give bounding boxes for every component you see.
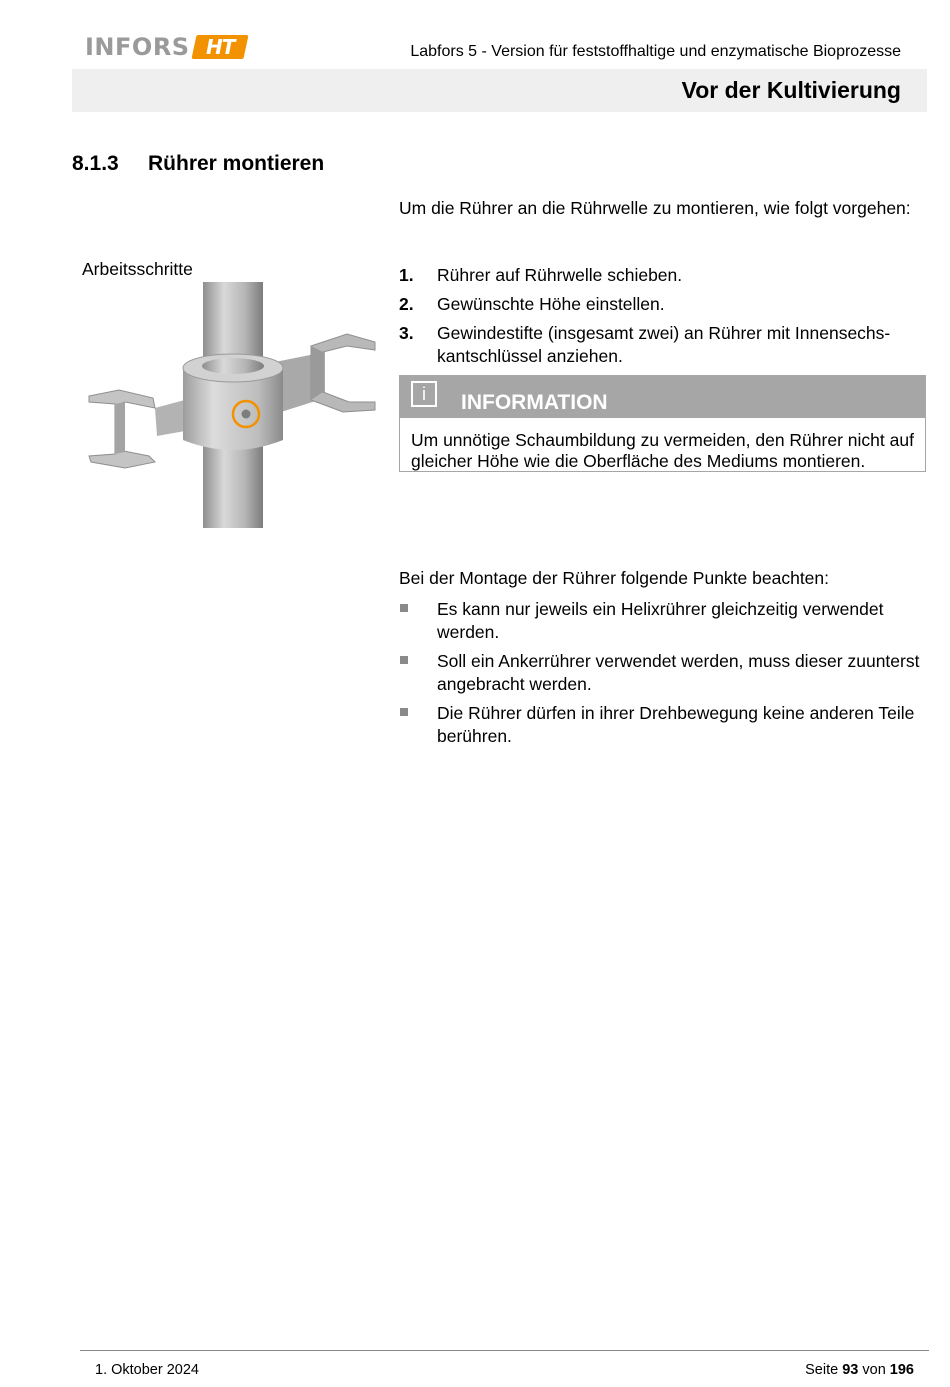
- step-text: Rührer auf Rührwelle schieben.: [437, 265, 683, 285]
- logo-badge: [191, 35, 248, 59]
- document-title: Labfors 5 - Version für feststoffhaltige und enzymatische Bioprozesse: [410, 43, 901, 60]
- square-bullet-icon: [399, 650, 437, 696]
- logo-wordmark: INFORS: [85, 33, 190, 61]
- logo-badge-text: HT: [205, 35, 234, 59]
- square-bullet-icon: [399, 702, 437, 748]
- step-text: Gewindestifte (insgesamt zwei) an Rührer mit Innensechs-kantschlüssel anziehen.: [437, 323, 891, 366]
- step-number: 1.: [399, 265, 414, 285]
- list-item: [399, 598, 929, 644]
- information-text: Um unnötige Schaumbildung zu vermeiden, den Rührer nicht auf gleicher Höhe wie die Oberfläche des Mediums montieren.: [411, 430, 914, 471]
- step-number: 3.: [399, 323, 414, 343]
- stirrer-hub: [183, 354, 283, 450]
- footer-date: 1. Oktober 2024: [95, 1362, 199, 1378]
- step-item: [399, 264, 929, 287]
- section-intro: Um die Rührer an die Rührwelle zu montieren, wie folgt vorgehen:: [399, 198, 911, 218]
- list-item-text: Die Rührer dürfen in ihrer Drehbewegung keine anderen Teile berühren.: [437, 703, 915, 746]
- information-box: [399, 375, 926, 472]
- notes-intro: Bei der Montage der Rührer folgende Punkte beachten:: [399, 568, 830, 588]
- page-total: 196: [889, 1362, 914, 1378]
- assembly-steps: [399, 264, 929, 374]
- set-screw: [242, 410, 251, 419]
- info-icon: i: [411, 381, 437, 407]
- step-item: [399, 322, 929, 368]
- page-prefix: Seite: [805, 1362, 839, 1378]
- section-heading: [72, 152, 324, 176]
- information-header: [400, 375, 925, 418]
- footer-divider: [80, 1350, 929, 1351]
- section-title: Rührer montieren: [148, 152, 325, 175]
- section-number: 8.1.3: [72, 152, 119, 175]
- list-item: [399, 702, 929, 748]
- notes-list: [399, 598, 929, 754]
- list-item: [399, 650, 929, 696]
- list-item-text: Es kann nur jeweils ein Helixrührer gleichzeitig verwendet werden.: [437, 599, 884, 642]
- stirrer-assembly-illustration: [85, 280, 380, 530]
- page-indicator: [805, 1362, 914, 1378]
- chapter-header-band: [72, 69, 927, 112]
- square-bullet-icon: [399, 598, 437, 644]
- side-label-steps: Arbeitsschritte: [82, 259, 193, 279]
- step-text: Gewünschte Höhe einstellen.: [437, 294, 665, 314]
- chapter-title: Vor der Kultivierung: [681, 77, 901, 103]
- information-title: INFORMATION: [461, 391, 608, 414]
- infors-ht-logo: [85, 33, 246, 61]
- step-item: [399, 293, 929, 316]
- list-item-text: Soll ein Ankerrührer verwendet werden, muss dieser zuunterst angebracht werden.: [437, 651, 920, 694]
- step-number: 2.: [399, 294, 414, 314]
- page-current: 93: [842, 1362, 859, 1378]
- right-blade: [275, 334, 375, 412]
- page-mid: von: [862, 1362, 886, 1378]
